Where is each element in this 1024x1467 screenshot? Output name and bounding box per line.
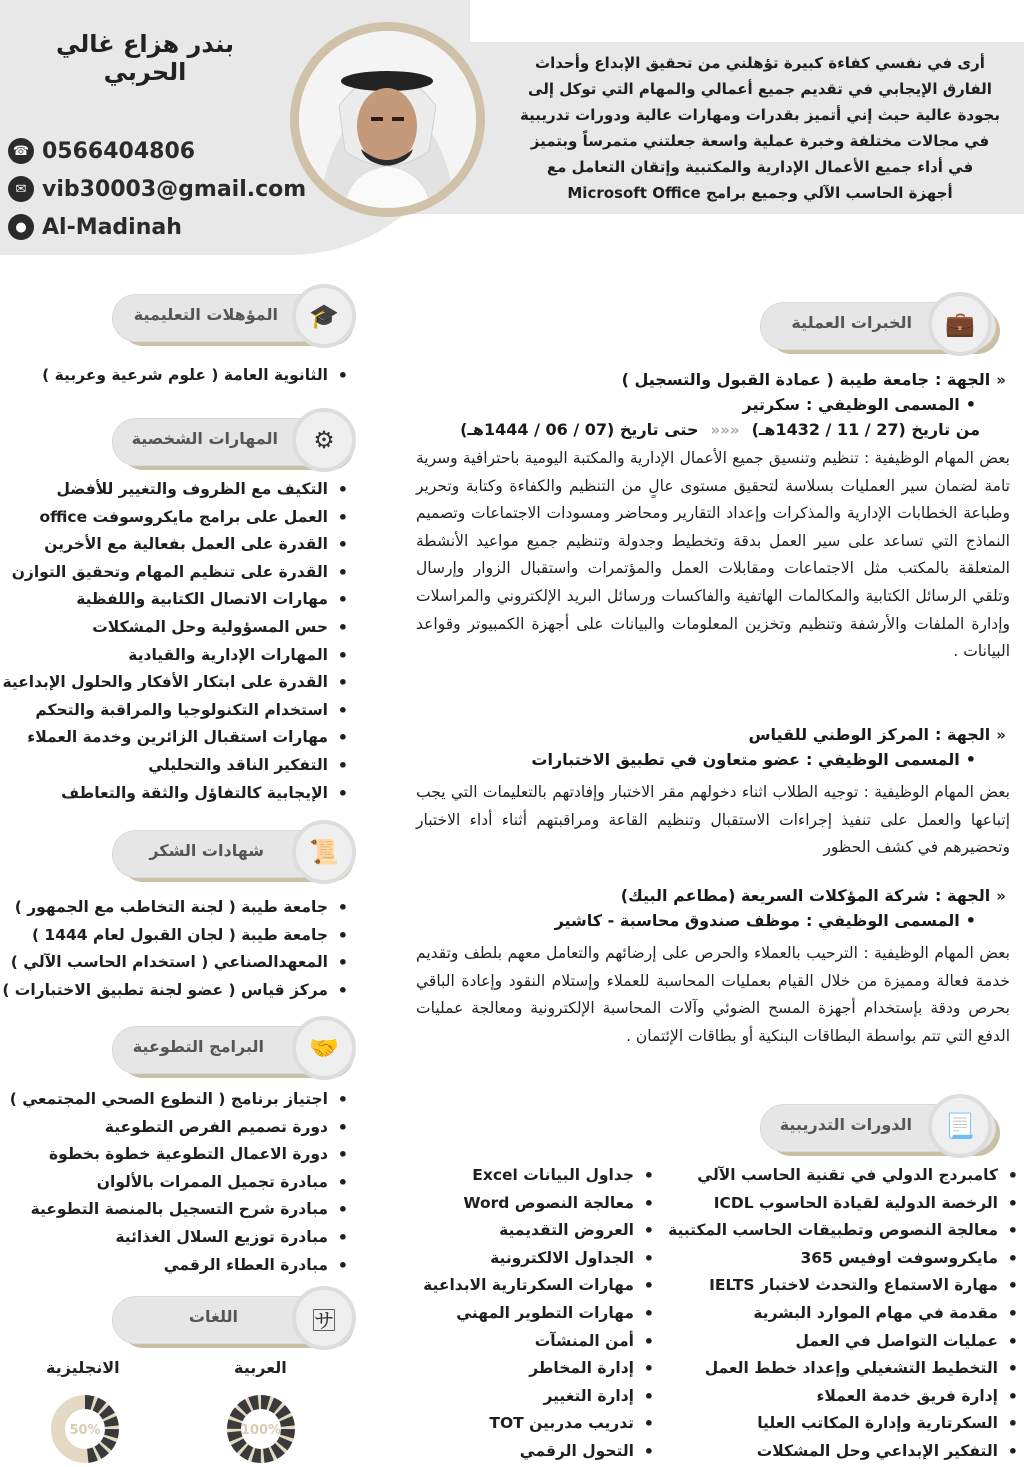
job-entry	[416, 725, 1010, 862]
list-item: • جامعة طيبة ( لجنة التخاطب مع الجمهور )	[2, 894, 350, 922]
list-item: • إدارة التغيير	[423, 1383, 656, 1411]
summary-line: الفارق الإيجابي في تقديم جميع أعمالي والمهام التي توكل إلى	[528, 80, 992, 98]
list-item: • دورة تصميم الفرص التطوعية	[10, 1114, 350, 1142]
job-date-to: حتى تاريخ (07 / 06 / 1444هـ)	[460, 420, 699, 439]
list-item: • اجتياز برنامج ( التطوع الصحي المجتمعي )	[10, 1086, 350, 1114]
list-item: • مقدمة في مهام الموارد البشرية	[668, 1300, 1020, 1328]
email-row	[8, 176, 306, 202]
briefcase-icon: 💼	[928, 292, 992, 356]
volunteer-list	[10, 1086, 350, 1279]
profile-summary	[520, 50, 1000, 206]
section-header-experience	[760, 302, 996, 350]
list-item: • المهارات الإدارية والقيادية	[2, 642, 350, 670]
language-level-arabic	[224, 1392, 298, 1466]
courses-list-left	[423, 1162, 656, 1466]
profile-photo	[299, 31, 476, 208]
job-org-label: الجهة :	[935, 725, 991, 744]
list-item: • مايكروسوفت اوفيس 365	[668, 1245, 1020, 1273]
section-header-volunteer	[112, 1026, 350, 1074]
section-header-languages	[112, 1296, 350, 1344]
list-item: • الرخصة الدولية لقيادة الحاسوب ICDL	[668, 1190, 1020, 1218]
list-item: • مهارات الاتصال الكتابية واللفظية	[2, 586, 350, 614]
job-date-from: من تاريخ (27 / 11 / 1432هـ)	[751, 420, 980, 439]
list-item: • مهارات استقبال الزائرين وخدمة العملاء	[2, 724, 350, 752]
job-description: بعض المهام الوظيفية : تنظيم وتنسيق جميع الأعمال الإدارية والمكتبة اليومية باحترافية وسرية تامة لضمان سير العمليات بسلاسة لتحقيق مستوى عالٍ من التنظيم والكفاءة وكتابة وتحرير وطباعة الخطابات الإدارية والمذكرات وإعداد التقارير ومحاضر ومسودات الاجتماعات وتصميم النماذج التي تساعد على سير العمل بدقة وتخطيط وجدولة وتنظيم جميع مواعيد الأنشطة المتعلقة بالمكتب مثل الاجتماعات ومقابلات العمل والمؤتمرات واستقبال الزوار وإرسال وتلقي الرسائل الكتابية والمكالمات الهاتفية والفاكسات ورسائل البريد الإلكتروني والمراسلات وإدارة الملفات والأرشفة وتنظيم وتخزين المعلومات والبيانات على أجهزة الكمبيوتر وقواعد البيانات .	[416, 449, 1010, 661]
job-entry	[416, 886, 1010, 1050]
list-item: • السكرتارية وإدارة المكاتب العليا	[668, 1410, 1020, 1438]
language-name-english: الانجليزية	[46, 1358, 120, 1377]
list-item: • الجداول الالكترونية	[423, 1245, 656, 1273]
language-level-english	[48, 1392, 122, 1466]
list-item: • عمليات التواصل في العمل	[668, 1328, 1020, 1356]
job-title: عضو متعاون في تطبيق الاختبارات	[531, 750, 800, 769]
list-item: • مبادرة تجميل الممرات بالألوان	[10, 1169, 350, 1197]
courses-list-right	[668, 1162, 1020, 1466]
section-header-education	[112, 294, 350, 342]
certificates-list	[2, 894, 350, 1004]
list-item: • الإيجابية كالتفاؤل والثقة والتعاطف	[2, 780, 350, 808]
list-item: • العروض التقديمية	[423, 1217, 656, 1245]
section-header-personal-skills	[112, 418, 350, 466]
list-item: • كامبردج الدولي في تقنية الحاسب الآلي	[668, 1162, 1020, 1190]
job-title-label: المسمى الوظيفي :	[805, 395, 960, 414]
list-item: • جداول البيانات Excel	[423, 1162, 656, 1190]
section-title: اللغات	[188, 1307, 238, 1326]
double-chevron-icon: «	[996, 370, 1006, 389]
section-title: الدورات التدريبية	[779, 1115, 912, 1134]
job-entry	[416, 370, 1010, 666]
list-item: • المعهدالصناعي ( استخدام الحاسب الآلي )	[2, 949, 350, 977]
summary-line: أرى في نفسي كفاءة كبيرة تؤهلني من تحقيق الإبداع وأحداث	[535, 54, 985, 72]
list-item: • التفكير الإبداعي وحل المشكلات	[668, 1438, 1020, 1466]
phone-icon: ☎	[8, 138, 34, 164]
location-text: Al-Madinah	[42, 214, 182, 240]
handshake-icon: 🤝	[292, 1016, 356, 1080]
bullet: •	[965, 395, 976, 414]
job-org: شركة المؤكلات السريعة (مطاعم البيك)	[620, 886, 930, 905]
list-item: • القدرة على العمل بفعالية مع الأخرين	[2, 531, 350, 559]
phone-row	[8, 138, 195, 164]
translate-icon: 🈂	[292, 1286, 356, 1350]
graduation-cap-icon: 🎓	[292, 284, 356, 348]
list-item: • مهارة الاستماع والتحدث لاختبار IELTS	[668, 1272, 1020, 1300]
envelope-icon: ✉	[8, 176, 34, 202]
summary-line: بجودة عالية حيث إني أتميز بقدرات ومهارات عالية ودورات تدريبية	[520, 106, 1000, 124]
double-chevron-icon: «	[996, 886, 1006, 905]
list-item: • إدارة المخاطر	[423, 1355, 656, 1383]
list-item: • مهارات التطوير المهني	[423, 1300, 656, 1328]
job-title-label: المسمى الوظيفي :	[805, 750, 960, 769]
list-item: • حس المسؤولية وحل المشكلات	[2, 614, 350, 642]
list-item: • أمن المنشآت	[423, 1328, 656, 1356]
bullet: •	[965, 750, 976, 769]
phone-number: 0566404806	[42, 138, 196, 164]
job-title: سكرتير	[742, 395, 800, 414]
job-title-label: المسمى الوظيفي :	[805, 911, 960, 930]
list-item: • مركز قياس ( عضو لجنة تطبيق الاختبارات )	[2, 977, 350, 1005]
certificate-icon: 📜	[292, 820, 356, 884]
personal-skills-list	[2, 476, 350, 807]
section-title: المهارات الشخصية	[131, 429, 278, 448]
list-item: • مبادرة توزيع السلال الغذائية	[10, 1224, 350, 1252]
location-pin-icon: ●	[8, 214, 34, 240]
list-item: • التفكير الناقد والتحليلي	[2, 752, 350, 780]
job-org: المركز الوطني للقياس	[748, 725, 930, 744]
list-item: • القدرة على ابتكار الأفكار والحلول الإبداعية	[2, 669, 350, 697]
job-description: بعض المهام الوظيفية : الترحيب بالعملاء والحرص على إرضائهم والتعامل معهم بلطف وتقديم خدمة فعالة ومميزة من خلال القيام بعمليات المحاسبة للعملاء وإستلام النقود وإعادة الباقي بحرص ودقة بإستخدام أجهزة المسح الضوئي وآلات المحاسبة الإلكترونية ومعالجة عمليات الدفع التي تتم بواسطة البطاقات البنكية أو بطاقات الإئتمان .	[416, 944, 1010, 1045]
list-item: • مهارات السكرتارية الابداعية	[423, 1272, 656, 1300]
summary-line: في أداء جميع الأعمال الإدارية والمكتبية وإتقان التعامل مع	[546, 158, 974, 176]
list-item: • مبادرة العطاء الرقمي	[10, 1252, 350, 1280]
list-item: • جامعة طيبة ( لجان القبول لعام 1444 )	[2, 922, 350, 950]
section-title: الخبرات العملية	[791, 313, 912, 332]
summary-line: أجهزة الحاسب الآلي وجميع برامج Microsoft Office	[567, 184, 953, 202]
section-title: شهادات الشكر	[149, 841, 264, 860]
list-item: • تدريب مدربين TOT	[423, 1410, 656, 1438]
job-description: بعض المهام الوظيفية : توجيه الطلاب اثناء دخولهم مقر الاختبار وإفادتهم بالتعليمات التي يجب إتباعها والعمل على تنفيذ إجراءات الاستقبال وتنظيم القاعة ومراقبتهم أثناء أداء الاختبار وتحضيرهم في كشف الحظور	[416, 783, 1010, 857]
diploma-icon: 📃	[928, 1094, 992, 1158]
language-percent: 100%	[240, 1423, 282, 1438]
location-row	[8, 214, 182, 240]
double-chevron-icon: «	[996, 725, 1006, 744]
list-item: • مبادرة شرح التسجيل بالمنصة التطوعية	[10, 1196, 350, 1224]
language-percent: 50%	[69, 1423, 101, 1438]
list-item: • الثانوية العامة ( علوم شرعية وعربية )	[42, 366, 350, 384]
job-title: موظف صندوق محاسبة - كاشير	[554, 911, 800, 930]
list-item: • العمل على برامج مايكروسوفت office	[2, 504, 350, 532]
list-item: • القدرة على تنظيم المهام وتحقيق التوازن	[2, 559, 350, 587]
list-item: • التكيف مع الظروف والتغيير للأفضل	[2, 476, 350, 504]
summary-line: في مجالات مختلفة وخبرة عملية واسعة جعلتني متمرساً وبتميز	[530, 132, 990, 150]
brain-gear-icon: ⚙	[292, 408, 356, 472]
list-item: • التحول الرقمي	[423, 1438, 656, 1466]
list-item: • استخدام التكنولوجيا والمراقبة والتحكم	[2, 697, 350, 725]
education-list	[42, 366, 350, 384]
section-header-certificates	[112, 830, 350, 878]
arrow-icon: «««	[710, 420, 740, 439]
bullet: •	[965, 911, 976, 930]
job-org-label: الجهة :	[935, 370, 991, 389]
list-item: • التخطيط التشغيلي وإعداد خطط العمل	[668, 1355, 1020, 1383]
email-address: vib30003@gmail.com	[42, 176, 307, 202]
job-org: جامعة طيبة ( عمادة القبول والتسجيل )	[621, 370, 930, 389]
list-item: • دورة الاعمال التطوعية خطوة بخطوة	[10, 1141, 350, 1169]
section-title: البرامج التطوعية	[132, 1037, 264, 1056]
section-title: المؤهلات التعليمية	[133, 305, 278, 324]
person-name: بندر هزاع غالي الحربي	[55, 30, 235, 86]
section-header-courses	[760, 1104, 996, 1152]
list-item: • معالجة النصوص Word	[423, 1190, 656, 1218]
job-org-label: الجهة :	[935, 886, 991, 905]
list-item: • معالجة النصوص وتطبيقات الحاسب المكتبية	[668, 1217, 1020, 1245]
list-item: • إدارة فريق خدمة العملاء	[668, 1383, 1020, 1411]
language-name-arabic: العربية	[234, 1358, 287, 1377]
